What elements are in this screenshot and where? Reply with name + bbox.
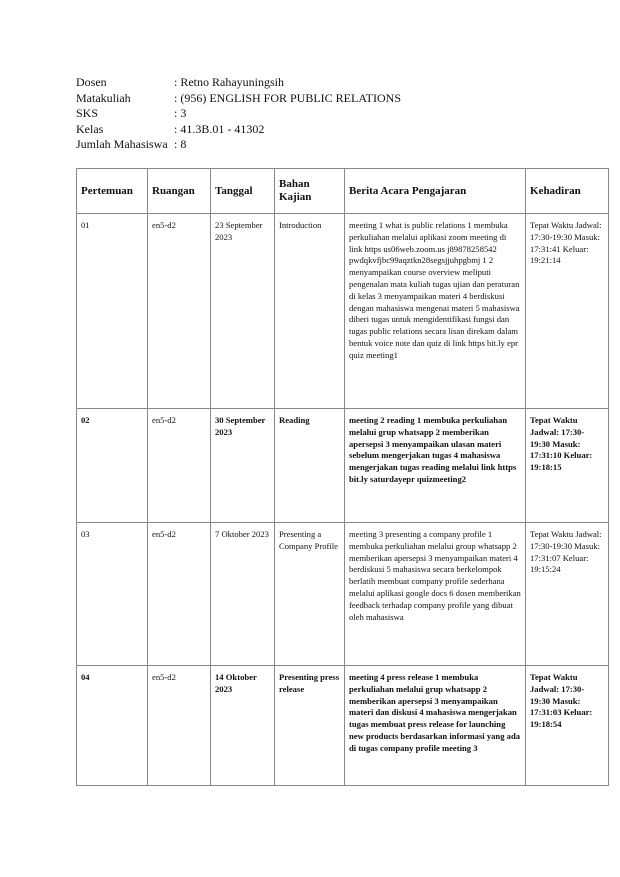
col-pertemuan: Pertemuan [77, 169, 148, 214]
info-dosen [76, 75, 401, 91]
cell-tanggal: 14 Oktober 2023 [211, 666, 275, 786]
cell-ruangan: en5-d2 [148, 666, 211, 786]
course-info [76, 75, 401, 153]
sks-label: SKS [76, 106, 99, 120]
cell-berita-acara: meeting 1 what is public relations 1 membuka perkuliahan melalui aplikasi zoom meeting di link https us06web.zoom.us j89878258542 pwdqkvfjbc99aqztkn28segsjjuhpgbmj 1 2 menyampaikan course overview meliputi pengenalan mata kuliah tugas ujian dan peraturan di kelas 3 menyampaikan materi 4 berdiskusi dengan mahasiswa mengenai materi 5 mahasiswa diberi tugas untuk mengidentifikasi fungsi dan tugas public relations secara lisan direkam dalam bentuk voice note dan quiz di link https bit.ly epr quiz meeting1 [345, 214, 526, 409]
table-row [77, 409, 609, 523]
table-row [77, 666, 609, 786]
kelas-label: Kelas [76, 121, 104, 136]
cell-pertemuan: 03 [77, 523, 148, 666]
cell-pertemuan: 02 [77, 409, 148, 523]
cell-berita-acara: meeting 2 reading 1 membuka perkuliahan melalui grup whatsapp 2 memberikan apersepsi 3 menyampaikan ulasan materi sebelum mengerjakan tugas 4 mahasiswa mengerjakan tugas reading melalui link https bit.ly saturdayepr quizmeeting2 [345, 409, 526, 523]
dosen-label: Dosen [76, 75, 107, 89]
sks-value: : 3 [174, 106, 187, 120]
cell-bahan-kajian: Presenting press release [275, 666, 345, 786]
table-header-row [77, 169, 609, 214]
col-berita-acara: Berita Acara Pengajaran [345, 169, 526, 214]
cell-tanggal: 7 Oktober 2023 [211, 523, 275, 666]
cell-bahan-kajian: Reading [275, 409, 345, 523]
cell-kehadiran: Tepat Waktu Jadwal: 17:30-19:30 Masuk: 17:31:07 Keluar: 19:15:24 [526, 523, 609, 666]
col-bahan-kajian: Bahan Kajian [275, 169, 345, 214]
kelas-value: : 41.3B.01 - 41302 [174, 121, 265, 136]
cell-ruangan: en5-d2 [148, 523, 211, 666]
cell-bahan-kajian: Presenting a Company Profile [275, 523, 345, 666]
cell-kehadiran: Tepat Waktu Jadwal: 17:30-19:30 Masuk: 17:31:41 Keluar: 19:21:14 [526, 214, 609, 409]
col-ruangan: Ruangan [148, 169, 211, 214]
cell-kehadiran: Tepat Waktu Jadwal: 17:30-19:30 Masuk: 17:31:10 Keluar: 19:18:15 [526, 409, 609, 523]
table-row [77, 523, 609, 666]
info-matakuliah [76, 91, 401, 107]
cell-ruangan: en5-d2 [148, 409, 211, 523]
cell-bahan-kajian: Introduction [275, 214, 345, 409]
cell-berita-acara: meeting 3 presenting a company profile 1 membuka perkuliahan melalui group whatsapp 2 memberikan apersepsi 3 menyampaikan materi 4 berdiskusi 5 mahasiswa secara berkelompok berlatih membuat company profile sederhana melalui aplikasi google docs 6 dosen memberikan feedback terhadap company profile yang dibuat oleh mahasiswa [345, 523, 526, 666]
info-sks [76, 106, 401, 122]
info-kelas [76, 122, 401, 138]
col-kehadiran: Kehadiran [526, 169, 609, 214]
col-tanggal: Tanggal [211, 169, 275, 214]
matakuliah-value: : (956) ENGLISH FOR PUBLIC RELATIONS [174, 90, 402, 105]
table-row [77, 214, 609, 409]
cell-pertemuan: 04 [77, 666, 148, 786]
cell-tanggal: 23 September 2023 [211, 214, 275, 409]
dosen-value: : Retno Rahayuningsih [174, 75, 284, 89]
matakuliah-label: Matakuliah [76, 90, 131, 105]
attendance-table [76, 168, 609, 786]
jumlah-value: : 8 [174, 137, 187, 151]
cell-tanggal: 30 September 2023 [211, 409, 275, 523]
cell-pertemuan: 01 [77, 214, 148, 409]
cell-ruangan: en5-d2 [148, 214, 211, 409]
cell-berita-acara: meeting 4 press release 1 membuka perkuliahan melalui grup whatsapp 2 memberikan apersepsi 3 menyampaikan materi dan diskusi 4 mahasiswa mengerjakan tugas membuat press release for launching new products berdasarkan informasi yang ada di tugas company profile meeting 3 [345, 666, 526, 786]
jumlah-label: Jumlah Mahasiswa [76, 137, 168, 151]
cell-kehadiran: Tepat Waktu Jadwal: 17:30-19:30 Masuk: 17:31:03 Keluar: 19:18:54 [526, 666, 609, 786]
info-jumlah-mahasiswa [76, 137, 401, 153]
